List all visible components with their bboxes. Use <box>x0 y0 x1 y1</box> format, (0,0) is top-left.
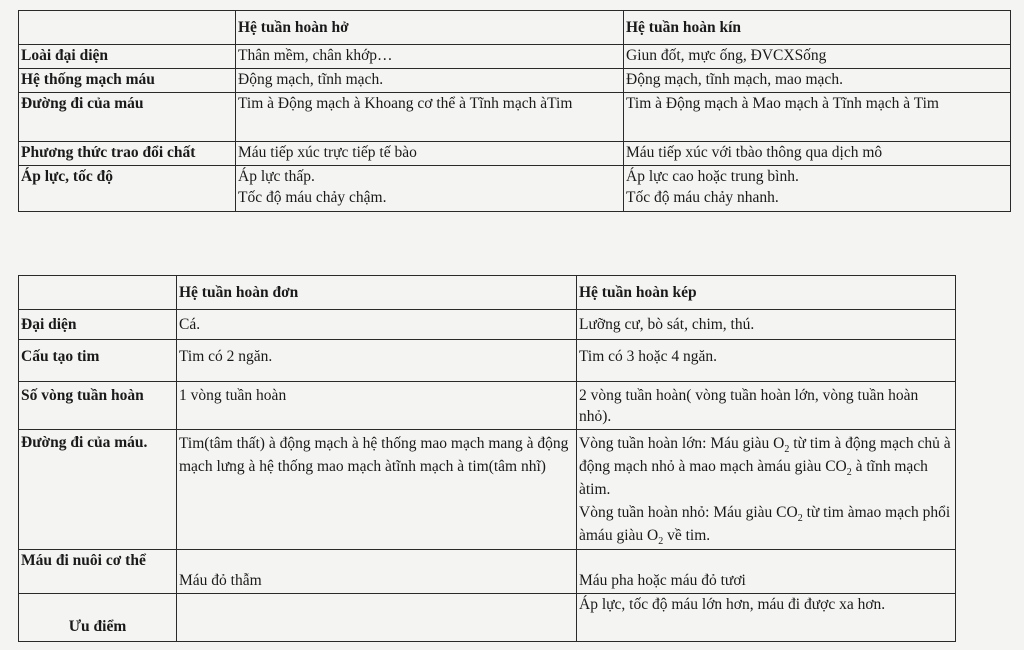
table-row <box>19 594 956 642</box>
cell-open: Động mạch, tĩnh mạch. <box>236 69 624 93</box>
row-label: Số vòng tuần hoàn <box>19 382 177 430</box>
cell-single: 1 vòng tuần hoàn <box>177 382 577 430</box>
cell-open: Tim à Động mạch à Khoang cơ thể à Tĩnh mạch àTim <box>236 93 624 142</box>
row-label: Loài đại diện <box>19 45 236 69</box>
table-row <box>19 69 1011 93</box>
row-label: Áp lực, tốc độ <box>19 166 236 212</box>
header-double-circulation: Hệ tuần hoàn kép <box>577 276 956 310</box>
row-label: Cấu tạo tim <box>19 340 177 382</box>
header-open-circulation: Hệ tuần hoàn hở <box>236 11 624 45</box>
table-row <box>19 166 1011 212</box>
table-row <box>19 45 1011 69</box>
cell-double: Lưỡng cư, bò sát, chim, thú. <box>577 310 956 340</box>
cell-line: Áp lực thấp. <box>238 168 315 185</box>
table-row <box>19 93 1011 142</box>
cell-double <box>577 430 956 550</box>
table-header-row <box>19 276 956 310</box>
row-label: Đại diện <box>19 310 177 340</box>
cell-single: Tim(tâm thất) à động mạch à hệ thống mao mạch mang à động mạch lưng à hệ thống mao mạch àtĩnh mạch à tim(tâm nhĩ) <box>177 430 577 550</box>
row-label: Máu đi nuôi cơ thể <box>19 550 177 594</box>
row-label: Ưu điểm <box>19 594 177 642</box>
cell-open <box>236 166 624 212</box>
header-closed-circulation: Hệ tuần hoàn kín <box>624 11 1011 45</box>
header-single-circulation: Hệ tuần hoàn đơn <box>177 276 577 310</box>
circulatory-single-double-table <box>18 275 956 642</box>
header-empty-cell <box>19 11 236 45</box>
circulatory-open-closed-table <box>18 10 1011 212</box>
table-row <box>19 340 956 382</box>
cell-closed: Tim à Động mạch à Mao mạch à Tĩnh mạch à Tim <box>624 93 1011 142</box>
cell-single: Cá. <box>177 310 577 340</box>
cell-double: Áp lực, tốc độ máu lớn hơn, máu đi được xa hơn. <box>577 594 956 642</box>
big-circulation-text: Vòng tuần hoàn lớn: Máu giàu $O_2$ từ tim à động mạch chủ à động mạch nhỏ à mao mạch àmáu giàu $CO_2$ à tĩnh mạch àtim. <box>579 435 951 498</box>
cell-single <box>177 594 577 642</box>
small-circulation-text: Vòng tuần hoàn nhỏ: Máu giàu $CO_2$ từ tim àmao mạch phổi àmáu giàu $O_2$ về tim. <box>579 504 951 548</box>
row-label: Hệ thống mạch máu <box>19 69 236 93</box>
cell-double: Máu pha hoặc máu đỏ tươi <box>577 550 956 594</box>
cell-single: Tim có 2 ngăn. <box>177 340 577 382</box>
cell-double: 2 vòng tuần hoàn( vòng tuần hoàn lớn, vòng tuần hoàn nhỏ). <box>577 382 956 430</box>
cell-closed: Máu tiếp xúc với tbào thông qua dịch mô <box>624 142 1011 166</box>
table-row <box>19 310 956 340</box>
cell-open: Máu tiếp xúc trực tiếp tế bào <box>236 142 624 166</box>
cell-closed <box>624 166 1011 212</box>
header-empty-cell <box>19 276 177 310</box>
cell-line: Tốc độ máu chảy chậm. <box>238 189 387 206</box>
table-header-row <box>19 11 1011 45</box>
cell-line: Áp lực cao hoặc trung bình. <box>626 168 799 185</box>
cell-closed: Giun đốt, mực ống, ĐVCXSống <box>624 45 1011 69</box>
row-label: Phương thức trao đổi chất <box>19 142 236 166</box>
table-row <box>19 430 956 550</box>
cell-line: Tốc độ máu chảy nhanh. <box>626 189 779 206</box>
row-label: Đường đi của máu. <box>19 430 177 550</box>
row-label: Đường đi của máu <box>19 93 236 142</box>
table-row <box>19 142 1011 166</box>
cell-open: Thân mềm, chân khớp… <box>236 45 624 69</box>
cell-closed: Động mạch, tĩnh mạch, mao mạch. <box>624 69 1011 93</box>
cell-double: Tim có 3 hoặc 4 ngăn. <box>577 340 956 382</box>
cell-single: Máu đỏ thẫm <box>177 550 577 594</box>
table-row <box>19 382 956 430</box>
table-row <box>19 550 956 594</box>
